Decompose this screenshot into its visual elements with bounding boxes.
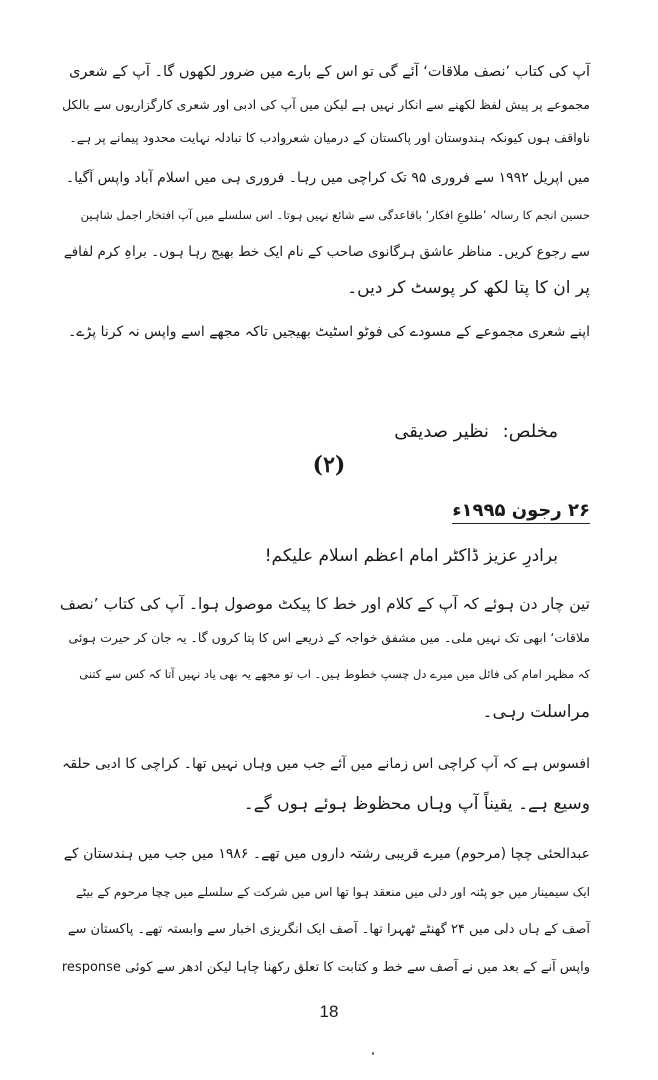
letter-1-line: اپنے شعری مجموعے کے مسودے کی فوٹو اسٹیٹ بھیجیں تاکہ مجھے اسے واپس نہ کرنا پڑے۔ (68, 324, 590, 340)
scan-speck (372, 1052, 374, 1055)
letter-2-date: ۲۶ رجون ۱۹۹۵ء (452, 500, 590, 524)
letter-2-line: تین چار دن ہوئے کہ آپ کے کلام اور خط کا پیکٹ موصول ہوا۔ آپ کی کتاب ’نصف (59, 595, 590, 613)
letter-2-line: مراسلت رہی۔ (482, 702, 590, 722)
closing-text: مخلص: (502, 421, 558, 442)
letter-2-line: عبدالحئی چچا (مرحوم) میرے قریبی رشتہ داروں میں تھے۔ ۱۹۸۶ میں جب میں ہندستان کے (63, 846, 590, 862)
letter-1-line: پر ان کا پتا لکھ کر پوسٹ کر دیں۔ (347, 278, 590, 298)
letter-2-line: کہ مظہر امام کی فائل میں میرے دل چسپ خطوط ہیں۔ اب تو مجھے یہ بھی یاد نہیں آتا کہ کس سے کتنی (79, 667, 590, 681)
letter-2-line: آصف کے ہاں دلی میں ۲۴ گھنٹے ٹھہرا تھا۔ آصف ایک انگریزی اخبار سے وابستہ تھے۔ پاکستان سے (67, 922, 590, 937)
letter-2-line: وسیع ہے۔ یقیناً آپ وہاں محظوظ ہوئے ہوں گے۔ (243, 794, 590, 814)
letter-1-line: میں اپریل ۱۹۹۲ سے فروری ۹۵ تک کراچی میں رہا۔ فروری ہی میں اسلام آباد واپس آگیا۔ (65, 170, 590, 186)
letter-1-line: ناواقف ہوں کیونکہ ہندوستان اور پاکستان کے درمیان شعروادب کا تبادلہ نہایت محدود پیمانے پر ہے۔ (69, 130, 590, 145)
letter-2-line: ملاقات‘ ابھی تک نہیں ملی۔ میں مشفق خواجہ کے ذریعے اس کا پتا کروں گا۔ یہ جان کر حیرت ہوئی (68, 630, 590, 645)
letter-2-line: افسوس ہے کہ آپ کراچی اس زمانے میں آئے جب میں وہاں نہیں تھا۔ کراچی کا ادبی حلقہ (62, 756, 590, 772)
signature-name: نظیر صدیقی (394, 421, 489, 442)
letter-1-signature (394, 420, 558, 444)
letter-1-line: حسین انجم کا رسالہ ’طلوعِ افکار‘ باقاعدگی سے شائع نہیں ہوتا۔ اس سلسلے میں آپ افتخار اجمل شاہین (80, 208, 590, 222)
page-number: 18 (319, 1002, 339, 1021)
letter-1-line: سے رجوع کریں۔ مناظر عاشق ہرگانوی صاحب کے نام ایک خط بھیج رہا ہوں۔ براہِ کرم لفافے (63, 244, 590, 260)
letter-1-line: مجموعے پر پیش لفظ لکھنے سے انکار نہیں ہے لیکن میں آپ کی ادبی اور شعری کارگزاریوں سے بالکل (62, 97, 590, 112)
letter-2-line: ایک سیمینار میں جو پٹنہ اور دلی میں منعقد ہوا تھا اس میں شرکت کے سلسلے میں چچا مرحوم کے بیٹے (75, 885, 590, 899)
letter-2-salutation: برادرِ عزیز ڈاکٹر امام اعظم اسلام علیکم! (264, 546, 558, 566)
letter-1-line: آپ کی کتاب ’نصف ملاقات‘ آئے گی تو اس کے بارے میں ضرور لکھوں گا۔ آپ کے شعری (69, 64, 590, 80)
section-number: (۲) (312, 452, 346, 478)
letter-2-line: واپس آنے کے بعد میں نے آصف سے خط و کتابت کا تعلق رکھنا چاہا لیکن ادھر سے کوئی response (61, 960, 590, 975)
